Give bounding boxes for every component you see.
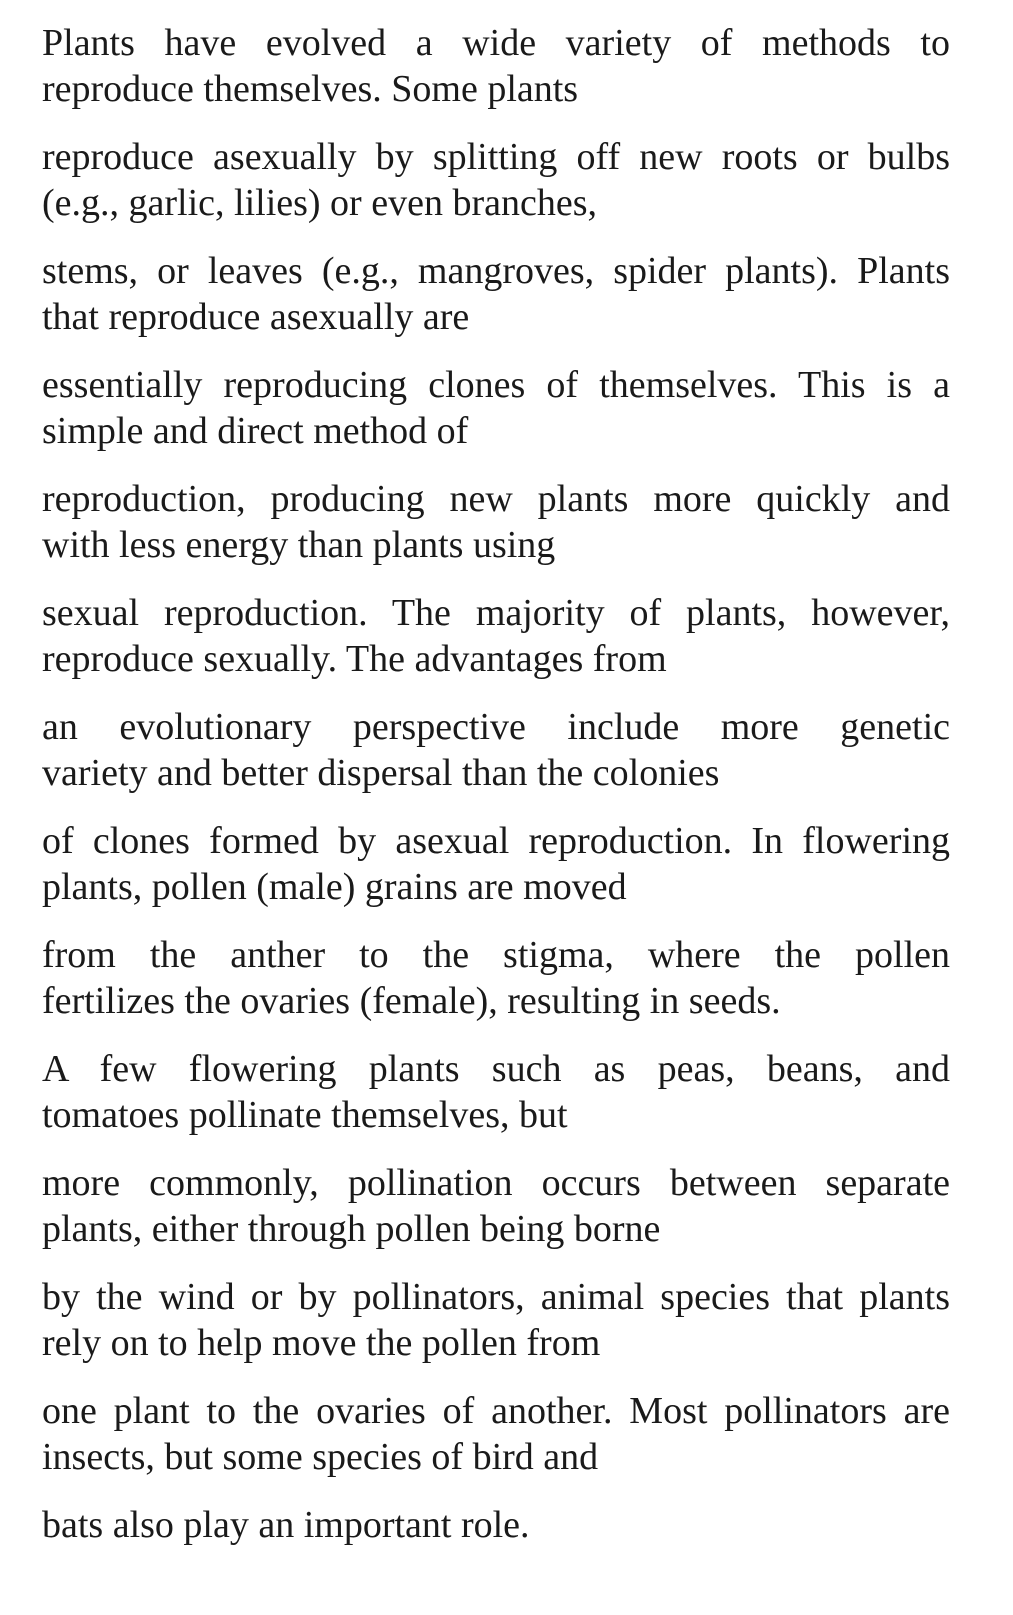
paragraph-line: tomatoes pollinate themselves, but [42,1094,568,1136]
paragraph-line: essentially reproducing clones of themselves. This is a [42,364,950,406]
paragraph-14 [42,1502,950,1548]
paragraph-line: fertilizes the ovaries (female), resulting in seeds. [42,980,781,1022]
paragraph-line: reproduce sexually. The advantages from [42,638,667,680]
paragraph-line: rely on to help move the pollen from [42,1322,601,1364]
paragraph-line: stems, or leaves (e.g., mangroves, spider plants). Plants [42,250,950,292]
paragraph-12 [42,1274,950,1366]
paragraph-10 [42,1046,950,1138]
paragraph-8 [42,818,950,910]
paragraph-6 [42,590,950,682]
paragraph-line: with less energy than plants using [42,524,556,566]
paragraph-line: insects, but some species of bird and [42,1436,599,1478]
paragraph-line: Plants have evolved a wide variety of methods to [42,22,950,64]
paragraph-11 [42,1160,950,1252]
paragraph-line: an evolutionary perspective include more genetic [42,706,950,748]
paragraph-line: plants, pollen (male) grains are moved [42,866,627,908]
document-page [42,20,950,1570]
paragraph-13 [42,1388,950,1480]
paragraph-line: reproduction, producing new plants more quickly and [42,478,950,520]
paragraph-line: variety and better dispersal than the colonies [42,752,720,794]
paragraph-line: that reproduce asexually are [42,296,470,338]
paragraph-line: by the wind or by pollinators, animal species that plants [42,1276,950,1318]
paragraph-line: reproduce themselves. Some plants [42,68,579,110]
paragraph-4 [42,362,950,454]
paragraph-1 [42,20,950,112]
paragraph-9 [42,932,950,1024]
paragraph-line: one plant to the ovaries of another. Most pollinators are [42,1390,950,1432]
paragraph-5 [42,476,950,568]
paragraph-line: (e.g., garlic, lilies) or even branches, [42,182,597,224]
paragraph-line: simple and direct method of [42,410,469,452]
paragraph-line: bats also play an important role. [42,1504,530,1546]
paragraph-3 [42,248,950,340]
paragraph-line: from the anther to the stigma, where the pollen [42,934,950,976]
paragraph-line: reproduce asexually by splitting off new roots or bulbs [42,136,950,178]
paragraph-7 [42,704,950,796]
paragraph-line: of clones formed by asexual reproduction. In flowering [42,820,950,862]
paragraph-line: plants, either through pollen being borne [42,1208,661,1250]
paragraph-line: more commonly, pollination occurs between separate [42,1162,950,1204]
paragraph-line: A few flowering plants such as peas, beans, and [42,1048,950,1090]
paragraph-2 [42,134,950,226]
paragraph-line: sexual reproduction. The majority of plants, however, [42,592,950,634]
